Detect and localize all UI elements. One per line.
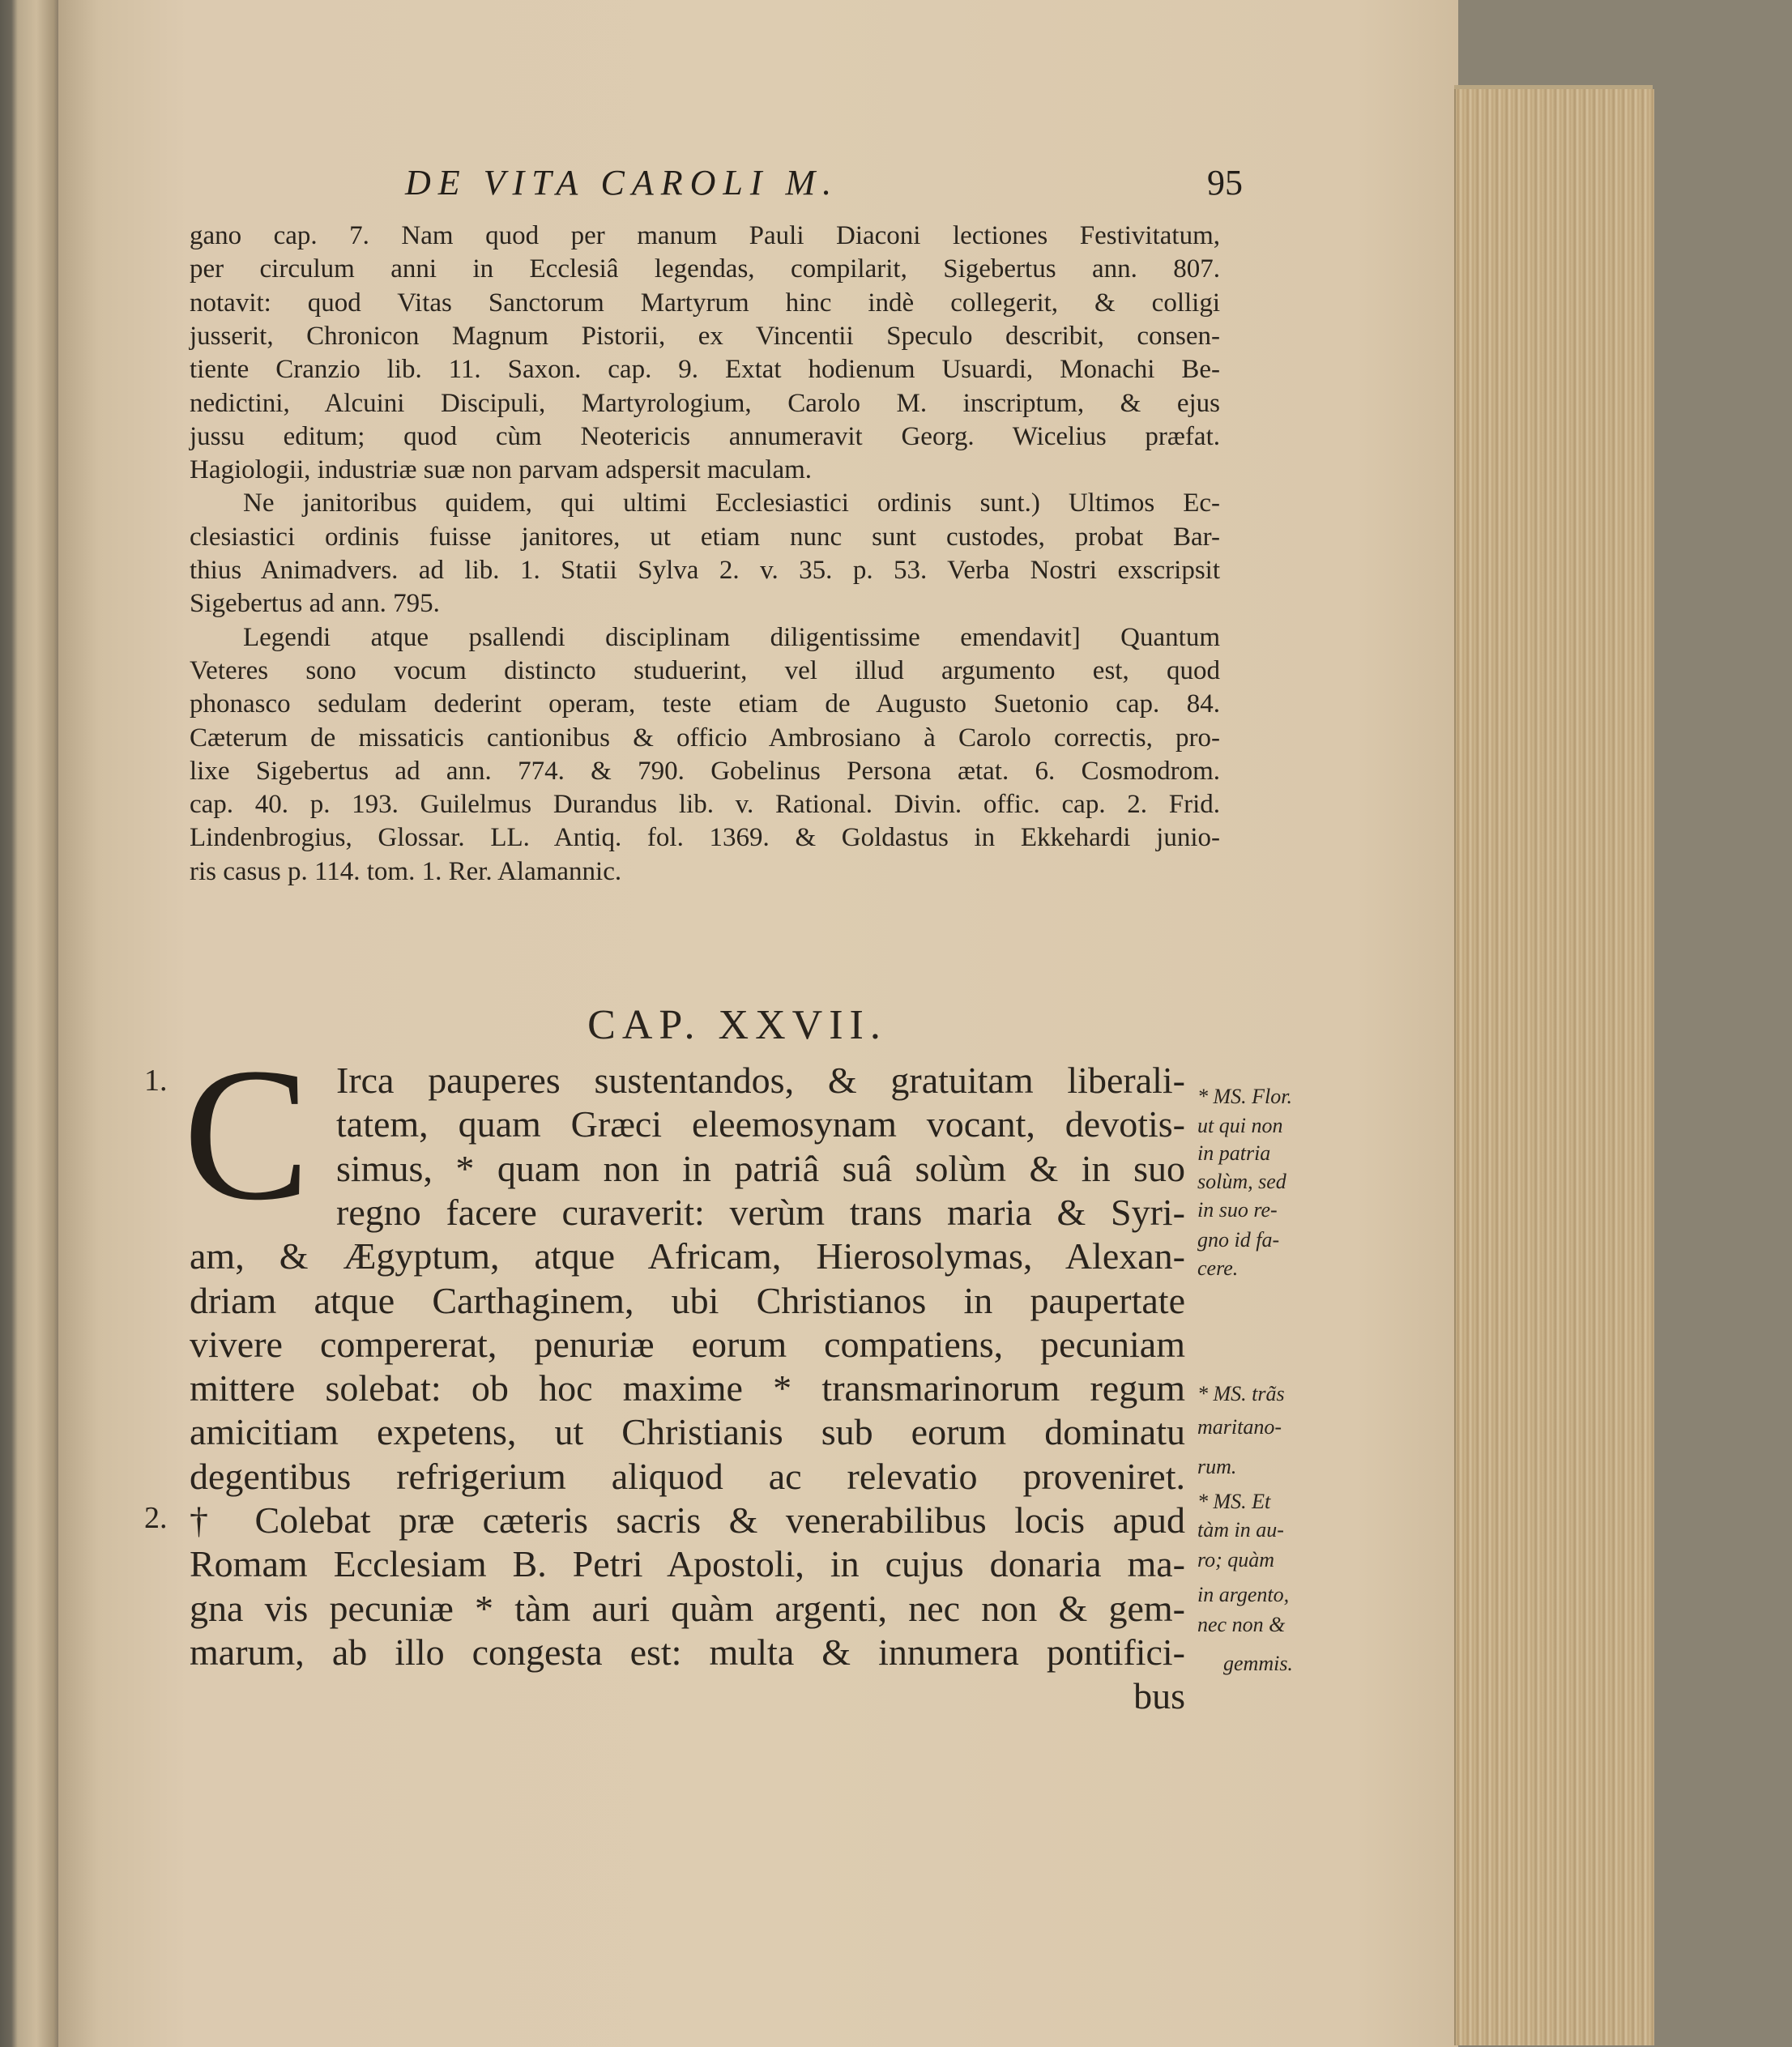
running-head: DE VITA CAROLI M. xyxy=(405,163,839,203)
notes-line: jussu editum; quod cùm Neotericis annumeravit Georg. Wicelius præfat. xyxy=(190,421,1220,451)
page-stack-edges xyxy=(1454,89,1654,2045)
chapter-line: † Colebat præ cæteris sacris & venerabilibus locis apud xyxy=(190,1499,1185,1541)
notes-line: per circulum anni in Ecclesiâ legendas, compilarit, Sigebertus ann. 807. xyxy=(190,254,1220,284)
notes-line: phonasco sedulam dederint operam, teste etiam de Augusto Suetonio cap. 84. xyxy=(190,689,1220,719)
notes-line: jusserit, Chronicon Magnum Pistorii, ex Vincentii Speculo describit, consen- xyxy=(190,321,1220,351)
chapter-line: marum, ab illo congesta est: multa & innumera pontifici- xyxy=(190,1631,1185,1673)
drop-cap: C xyxy=(183,1029,310,1239)
margin-note-line: * MS. Et xyxy=(1197,1490,1271,1513)
notes-line: lixe Sigebertus ad ann. 774. & 790. Gobelinus Persona ætat. 6. Cosmodrom. xyxy=(190,756,1220,786)
margin-note-line: * MS. Flor. xyxy=(1197,1085,1292,1108)
chapter-line: degentibus refrigerium aliquod ac relevatio proveniret. xyxy=(190,1455,1185,1497)
notes-line: Hagiologii, industriæ suæ non parvam adspersit maculam. xyxy=(190,455,813,485)
chapter-line: amicitiam expetens, ut Christianis sub eorum dominatu xyxy=(190,1411,1185,1453)
margin-note-line: solùm, sed xyxy=(1197,1170,1286,1193)
paragraph-number: 2. xyxy=(144,1501,168,1535)
notes-line: ris casus p. 114. tom. 1. Rer. Alamannic. xyxy=(190,856,622,886)
margin-note-line: nec non & xyxy=(1197,1613,1286,1636)
page-number: 95 xyxy=(1207,163,1243,203)
margin-note-line: in patria xyxy=(1197,1141,1271,1165)
margin-note-line: cere. xyxy=(1197,1256,1239,1280)
margin-note-line: maritano- xyxy=(1197,1415,1282,1439)
notes-line: Cæterum de missaticis cantionibus & officio Ambrosiano à Carolo correctis, pro- xyxy=(190,723,1220,753)
notes-line: Veteres sono vocum distincto studuerint, vel illud argumento est, quod xyxy=(190,655,1220,685)
margin-note-line: ro; quàm xyxy=(1197,1548,1275,1571)
chapter-line: gna vis pecuniæ * tàm auri quàm argenti, nec non & gem- xyxy=(190,1587,1185,1629)
chapter-line: driam atque Carthaginem, ubi Christianos in paupertate xyxy=(190,1279,1185,1321)
chapter-line: Irca pauperes sustentandos, & gratuitam liberali- xyxy=(336,1060,1185,1101)
notes-line: Lindenbrogius, Glossar. LL. Antiq. fol. 1369. & Goldastus in Ekkehardi junio- xyxy=(190,823,1220,853)
margin-note-line: gemmis. xyxy=(1223,1652,1293,1675)
chapter-line: regno facere curaverit: verùm trans maria & Syri- xyxy=(336,1191,1185,1233)
chapter-line: am, & Ægyptum, atque Africam, Hierosolymas, Alexan- xyxy=(190,1235,1185,1277)
notes-line: gano cap. 7. Nam quod per manum Pauli Diaconi lectiones Festivitatum, xyxy=(190,221,1220,250)
paragraph-number: 1. xyxy=(144,1064,168,1098)
chapter-line: bus xyxy=(1133,1675,1185,1717)
margin-note-line: in argento, xyxy=(1197,1583,1290,1606)
notes-line: Sigebertus ad ann. 795. xyxy=(190,589,440,619)
notes-line: clesiastici ordinis fuisse janitores, ut etiam nunc sunt custodes, probat Bar- xyxy=(190,522,1220,552)
notes-line: notavit: quod Vitas Sanctorum Martyrum hinc indè collegerit, & colligi xyxy=(190,288,1220,318)
chapter-line: vivere compererat, penuriæ eorum compatiens, pecuniam xyxy=(190,1323,1185,1365)
chapter-line: simus, * quam non in patriâ suâ solùm & in suo xyxy=(336,1147,1185,1189)
margin-note-line: rum. xyxy=(1197,1455,1237,1478)
notes-line: Legendi atque psallendi disciplinam diligentissime emendavit] Quantum xyxy=(243,622,1220,652)
notes-line: thius Animadvers. ad lib. 1. Statii Sylva 2. v. 35. p. 53. Verba Nostri exscripsit xyxy=(190,556,1220,585)
chapter-heading: CAP. XXVII. xyxy=(587,1002,887,1048)
margin-note-line: tàm in au- xyxy=(1197,1518,1284,1542)
facing-page-edge xyxy=(0,0,61,2047)
notes-line: nedictini, Alcuini Discipuli, Martyrologium, Carolo M. inscriptum, & ejus xyxy=(190,388,1220,418)
margin-note-line: in suo re- xyxy=(1197,1198,1278,1222)
notes-line: cap. 40. p. 193. Guilelmus Durandus lib. v. Rational. Divin. offic. cap. 2. Frid. xyxy=(190,790,1220,820)
margin-note-line: ut qui non xyxy=(1197,1114,1283,1137)
chapter-line: tatem, quam Græci eleemosynam vocant, devotis- xyxy=(336,1103,1185,1145)
chapter-line: mittere solebat: ob hoc maxime * transmarinorum regum xyxy=(190,1367,1185,1409)
margin-note-line: * MS. trãs xyxy=(1197,1382,1285,1405)
notes-line: tiente Cranzio lib. 11. Saxon. cap. 9. Extat hodienum Usuardi, Monachi Be- xyxy=(190,355,1220,385)
margin-note-line: gno id fa- xyxy=(1197,1228,1280,1252)
chapter-line: Romam Ecclesiam B. Petri Apostoli, in cujus donaria ma- xyxy=(190,1543,1185,1585)
notes-line: Ne janitoribus quidem, qui ultimi Ecclesiastici ordinis sunt.) Ultimos Ec- xyxy=(243,488,1220,518)
